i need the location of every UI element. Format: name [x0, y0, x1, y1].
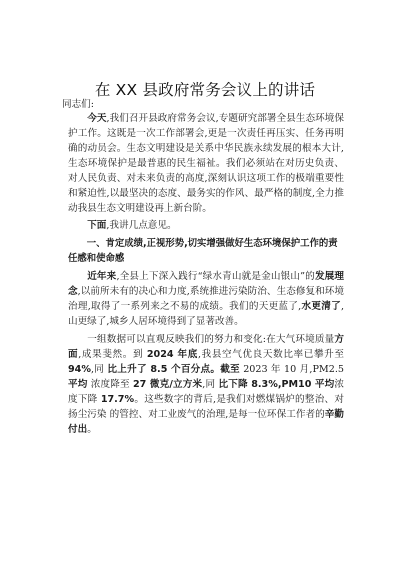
document-title: 在 XX 县政府常务会议上的讲话 — [94, 81, 316, 99]
paragraph-data-bold-2: 2024 年底 — [146, 349, 198, 360]
paragraph-data-text-9: 。这些数字的背后,是我们对燃煤锅炉的整治、对扬尘污染 的管控、对工业废气的治理,是每一位环保工作者的 — [68, 394, 344, 420]
document-body — [68, 111, 344, 437]
paragraph-transition-text: ,我讲几点意见。 — [106, 220, 177, 231]
section-heading-1: 一、肯定成绩,正视形势,切实增强做好生态环境保护工作的责任感和使命感 — [68, 238, 338, 264]
paragraph-data-text-7: ,同 — [202, 379, 219, 390]
paragraph-data-bold-5: 平均 — [68, 379, 88, 390]
paragraph-intro-text: ,我们召开县政府常务会议,专题研究部署全县生态环境保护工作。这既是一次工作部署会,更是一次责任再压实、任务再明确的动员会。生态文明建设是关系中华民族永续发展的根本大计,生态环境保护是最普惠的民生福祉。我们必须站在对历史负责、对人民负责、对未来负责的高度,深刻认识这项工作的极端重要性和紧迫性,以最坚决的态度、最务实的作风、最严格的制度,全力推动我县生态文明建设再上新台阶。 — [68, 113, 344, 214]
paragraph-data-text-8: 浓度下降 — [68, 379, 345, 405]
paragraph-transition — [68, 218, 344, 233]
salutation: 同志们: — [62, 99, 95, 110]
paragraph-achievements-text-1: ,全县上下深入践行“绿水青山就是金山银山”的 — [116, 271, 315, 282]
paragraph-data-bold-8: 17.7% — [100, 394, 135, 405]
paragraph-data-text-4: ,同 — [90, 364, 108, 375]
paragraph-achievements-bold-2: 水更清了 — [301, 301, 341, 312]
paragraph-achievements-lead: 近年来 — [87, 271, 117, 282]
paragraph-data-text-5: 2023 年 10 月,PM2.5 — [239, 364, 344, 375]
paragraph-achievements-text-3: ,山更绿了,城乡人居环境得到了显著改善。 — [68, 301, 345, 327]
paragraph-intro — [68, 111, 344, 216]
paragraph-data — [68, 332, 344, 437]
paragraph-data-bold-9: 辛勤付出 — [68, 409, 344, 435]
paragraph-achievements-bold-1: 发展理念 — [68, 271, 345, 297]
paragraph-data-text-6: 浓度降至 — [87, 379, 133, 390]
paragraph-achievements — [68, 269, 344, 329]
paragraph-data-text-1: 一组数据可以直观反映我们的努力和变化:在大气环境质量 — [87, 334, 335, 345]
paragraph-transition-lead: 下面 — [87, 220, 107, 231]
paragraph-data-bold-1: 方面 — [68, 334, 344, 360]
paragraph-data-text-3: ,我县空气优良天数比率已攀升至 — [197, 349, 344, 360]
paragraph-data-bold-7: 比下降 8.3%,PM10 平均 — [218, 379, 335, 390]
paragraph-achievements-text-2: ,以前所未有的决心和力度,系统推进污染防治、生态修复和环境治理,取得了一系列来之不易的成绩。我们的天更蓝了, — [68, 286, 344, 312]
paragraph-data-text-10: 。 — [87, 424, 97, 435]
paragraph-intro-lead: 今天 — [87, 113, 107, 124]
paragraph-data-bold-6: 27 微克/立方米 — [132, 379, 203, 390]
paragraph-data-bold-4: 比上升了 8.5 个百分点。截至 — [107, 364, 240, 375]
paragraph-data-bold-3: 94% — [68, 364, 91, 375]
paragraph-data-text-2: ,成果斐然。到 — [78, 349, 147, 360]
